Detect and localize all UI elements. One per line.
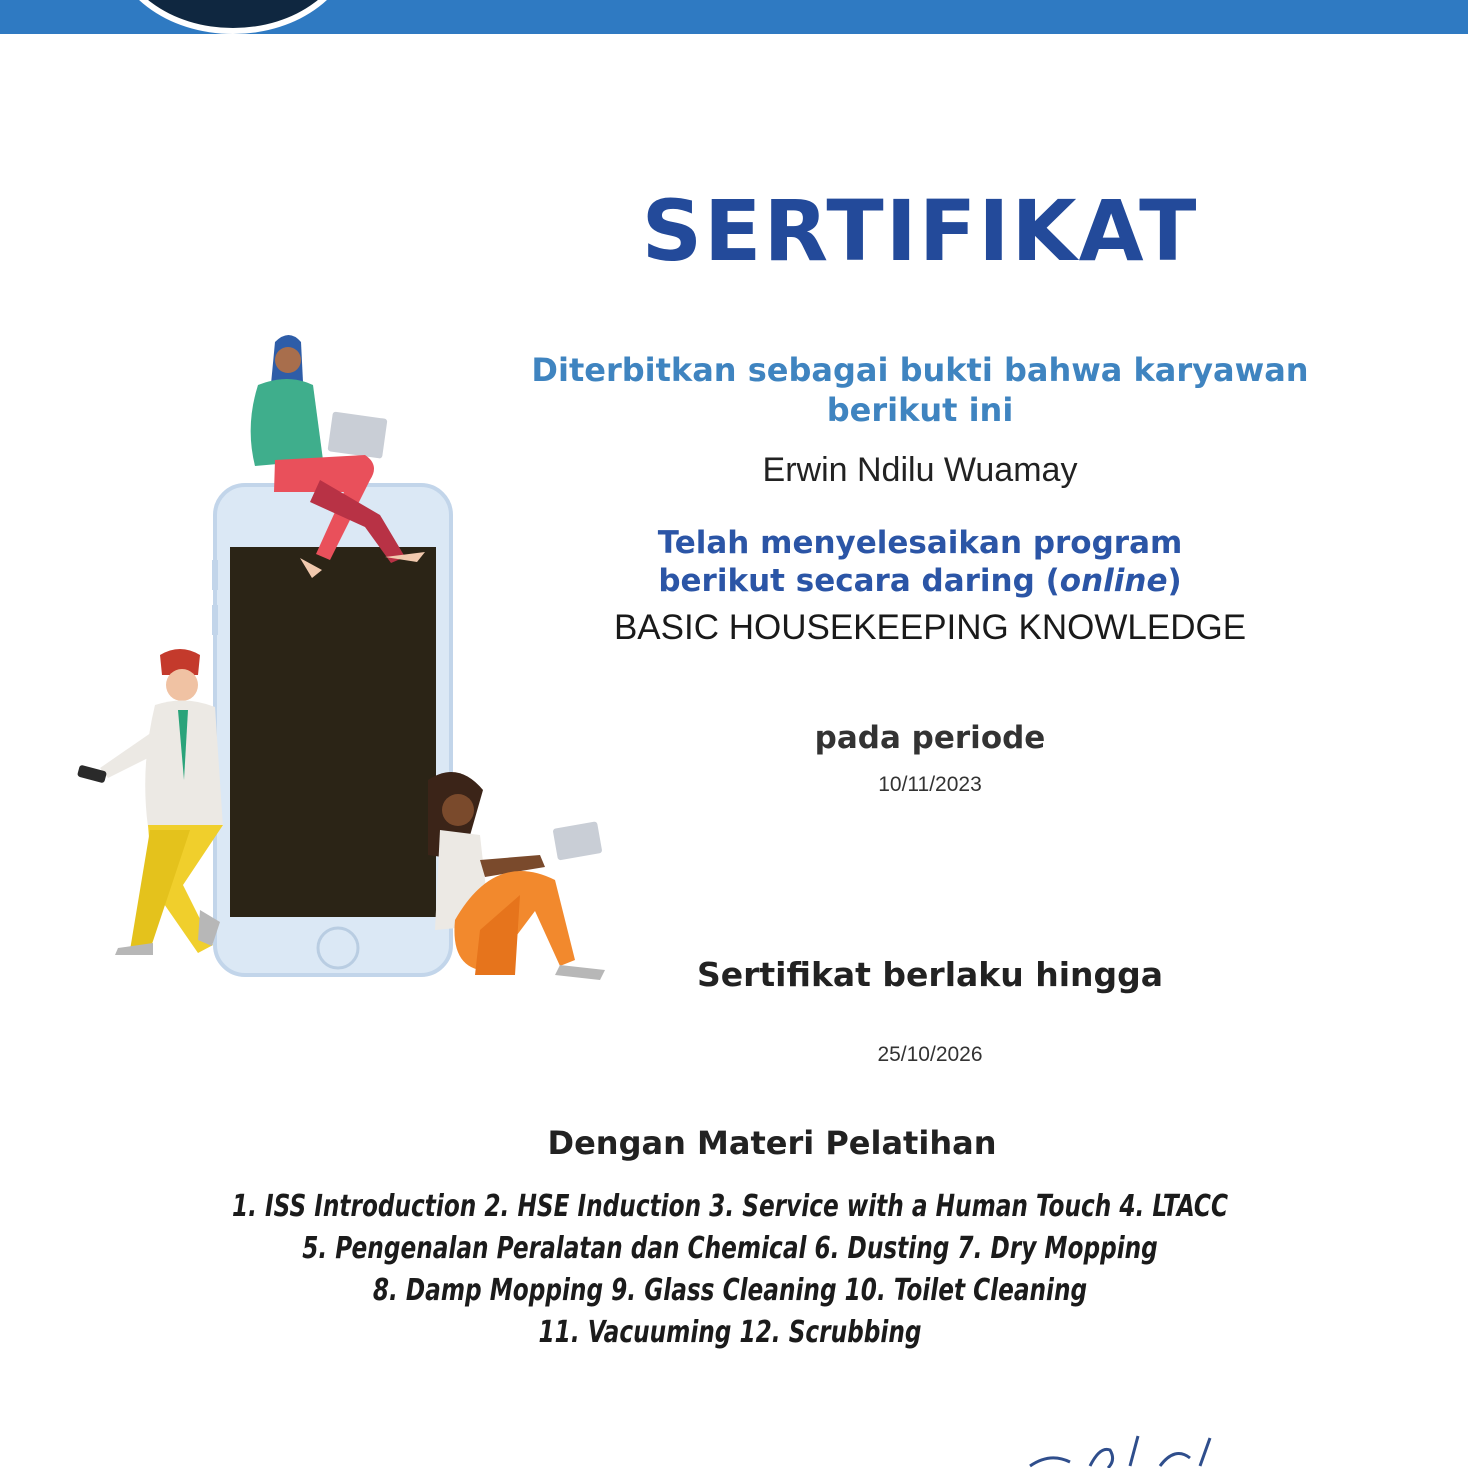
materials-list bbox=[214, 1186, 1246, 1354]
recipient-name: Erwin Ndilu Wuamay bbox=[762, 451, 1078, 489]
valid-until-date: 25/10/2026 bbox=[877, 1043, 983, 1066]
completed-line-2 bbox=[520, 562, 1320, 600]
materials-line: 5. Pengenalan Peralatan dan Chemical 6. Dusting 7. Dry Mopping bbox=[302, 1231, 1158, 1266]
issued-line-2: berikut ini bbox=[826, 391, 1014, 429]
signature-icon bbox=[1020, 1430, 1260, 1468]
issued-statement bbox=[520, 350, 1320, 430]
materials-line: 1. ISS Introduction 2. HSE Induction 3. Service with a Human Touch 4. LTACC bbox=[231, 1189, 1229, 1224]
materials-title: Dengan Materi Pelatihan bbox=[547, 1124, 997, 1162]
valid-until-label: Sertifikat berlaku hingga bbox=[696, 955, 1164, 994]
completed-line-1: Telah menyelesaikan program bbox=[657, 525, 1183, 561]
program-name: BASIC HOUSEKEEPING KNOWLEDGE bbox=[613, 608, 1247, 647]
materials-line: 11. Vacuuming 12. Scrubbing bbox=[538, 1315, 922, 1350]
certificate-title: SERTIFIKAT bbox=[641, 182, 1199, 280]
period-label: pada periode bbox=[814, 720, 1046, 756]
completed-line-2-suffix: ) bbox=[1167, 563, 1182, 599]
period-date: 10/11/2023 bbox=[878, 773, 982, 796]
materials-line: 8. Damp Mopping 9. Glass Cleaning 10. Toilet Cleaning bbox=[372, 1273, 1088, 1308]
issued-line-1: Diterbitkan sebagai bukti bahwa karyawan bbox=[531, 351, 1309, 389]
completion-statement bbox=[520, 524, 1320, 600]
completed-line-2-prefix: berikut secara daring ( bbox=[658, 563, 1060, 599]
online-word: online bbox=[1059, 563, 1168, 599]
